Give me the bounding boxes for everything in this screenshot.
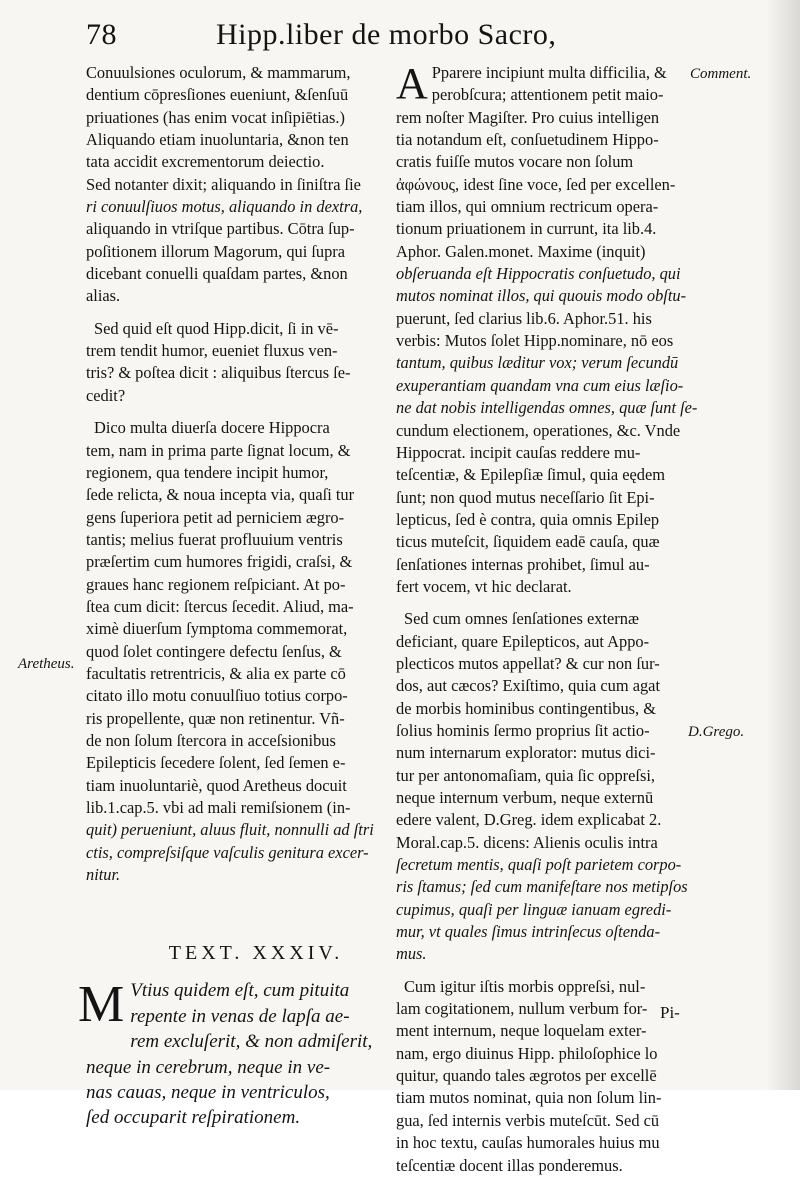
text-line: mur, vt quales ſimus intrinſecus oſtenda- [396,922,661,942]
text-line: cupimus, quaſi per linguæ ianuam egredi- [396,899,672,919]
verse-line: neque in cerebrum, neque in ve- [86,1056,331,1078]
text-line: tris? & poſtea dicit : aliquibus ſtercus ſe- [86,363,351,383]
text-line: tata accidit excrementorum deiectio. [86,152,325,172]
text-line: teſcentiæ, & Epilepſiæ ſimul, quia eędem [396,465,666,485]
text-line: de non ſolum ſtercora in acceſsionibus [86,730,336,750]
text-line: deficiant, quare Epilepticos, aut Appo- [396,631,650,651]
text-line: num internarum explorator: mutus dici- [396,743,656,763]
text-line: priuationes (has enim vocat inſipiētias.) [86,107,345,127]
text-line: de morbis hominibus contingentibus, & [396,698,656,718]
text-line: obſeruanda eſt Hippocratis conſuetudo, qui [396,264,681,284]
text-line: cratis fuiſſe mutos vocare non ſolum [396,152,634,172]
text-line: dos, aut cæcos? Exiſtimo, quia cum agat [396,676,661,696]
text-line: Aliquando etiam inuoluntaria, &non ten [86,130,349,150]
text-line: puerunt, ſed clarius lib.6. Aphor.51. his [396,308,652,328]
text-line: aliquando in vtriſque partibus. Cōtra ſup- [86,219,355,239]
left-paragraph-1 [86,62,382,308]
verse-line: ſed occuparit reſpirationem. [86,1107,301,1129]
text-line: nitur. [86,865,121,885]
verse-line: Vtius quidem eſt, cum pituita [130,980,350,1002]
right-paragraph-2 [396,608,686,966]
text-line: ſtea cum dicit: ſtercus ſecedit. Aliud, ma- [86,596,354,616]
text-line: ctis, compreſsiſque vaſculis genitura excer- [86,842,369,862]
text-line: ment internum, neque loquelam exter- [396,1021,647,1041]
text-line: gens ſuperiora petit ad perniciem ægro- [86,507,345,527]
right-column [396,59,698,1177]
text-line: tur per antonomaſiam, quia ſic oppreſsi, [396,765,655,785]
text-line: teſcentiæ docent illas ponderemus. [396,1155,623,1175]
text-line: tiam illos, qui omnium rectricum opera- [396,197,659,217]
text-line: rem noſter Magiſter. Pro cuius intelligen [396,107,660,127]
text-line: mus. [396,944,427,964]
text-line: graues hanc regionem reſpiciant. At po- [86,574,346,594]
text-line: ximè diuerſum ſymptoma commemorat, [86,619,348,639]
text-line: Sed notanter dixit; aliquando in ſiniſtra ſie [86,174,361,194]
margin-note-comment: Comment. [690,66,752,82]
left-column [78,62,382,1131]
text-line: lepticus, ſed è contra, quia omnis Epilep [396,509,660,529]
text-line: Dico multa diuerſa docere Hippocra [94,418,330,438]
text-line: quit) perueniunt, aluus fluit, nonnulli ad ſtri [86,820,374,840]
text-line: tiam mutos nominat, quia non ſolum lin- [396,1088,662,1108]
text-line: fert vocem, vt hic declarat. [396,576,572,596]
section-gap [86,886,382,938]
text-line: tiam inuoluntariè, quod Aretheus docuit [86,775,347,795]
paragraph-gap [86,407,382,417]
left-paragraph-2 [86,318,382,407]
text-line: ſecretum mentis, quaſi poſt parietem corpo- [396,855,682,875]
text-line: plecticos mutos appellat? & cur non ſur- [396,653,660,673]
text-line: ris propellente, quæ non retinentur. Vñ- [86,708,345,728]
text-line: trem tendit humor, eueniet fluxus ven- [86,341,338,361]
text-line: præſertim cum humores frigidi, craſsi, & [86,552,353,572]
text-line: ri conuulſiuos motus, aliquando in dextra, [86,197,363,217]
dropcap: A [396,59,428,108]
text-line: quitur, quando tales ægrotos per excellē [396,1066,657,1086]
catchword: Pi- [660,1003,680,1022]
right-paragraph-3 [396,976,686,1177]
page-header [86,10,706,60]
text-line: tantum, quibus læditur vox; verum ſecundū [396,353,679,373]
text-line: lam cogitationem, nullum verbum for- [396,999,648,1019]
text-line: in hoc textu, cauſas humorales huius mu [396,1133,660,1153]
verse-line: rem excluſerit, & non admiſerit, [130,1031,373,1053]
text-line: lib.1.cap.5. vbi ad mali remiſsionem (in- [86,798,351,817]
text-line: Pparere incipiunt multa difficilia, & [431,63,667,82]
text-line: tionum priuationem in currunt, ita lib.4. [396,219,657,239]
text-line: edere valent, D.Greg. idem explicabat 2. [396,810,662,830]
verse-dropcap: M [78,976,125,1034]
text-line: Conuulsiones oculorum, & mammarum, [86,63,351,82]
text-line: perobſcura; attentionem petit maio- [431,85,664,105]
text-line: ſede relicta, & noua incepta via, quaſi tur [86,485,355,505]
running-title: Hipp.liber de morbo Sacro, [216,18,557,51]
verse-line: repente in venas de lapſa ae- [130,1005,350,1027]
verse-block [78,976,382,1130]
text-line: facultatis retrentricis, & alia ex parte cō [86,663,346,683]
page-number: 78 [86,18,117,51]
paragraph-gap [396,966,686,976]
text-line: tem, nam in prima parte ſignat locum, & [86,440,351,460]
text-line: tia notandum eſt, conſuetudinem Hippo- [396,130,659,150]
margin-note-d-grego: D.Grego. [688,724,745,740]
margin-note-aretheus: Aretheus. [18,656,75,672]
text-line: mutos nominat illos, qui quouis modo obſtu- [396,286,687,306]
binding-shadow [766,0,800,1090]
text-line: quod ſolet contingere defectu ſenſus, & [86,641,342,661]
text-line: ſunt; non quod mutus neceſſario ſit Epi- [396,487,655,507]
text-line: Sed cum omnes ſenſationes externæ [404,609,639,629]
text-line: Sed quid eſt quod Hipp.dicit, ſi in vē- [94,318,339,338]
paragraph-gap [396,598,686,608]
right-paragraph-1 [396,59,698,598]
text-line: nam, ergo diuinus Hipp. philoſophice lo [396,1043,658,1063]
text-line: citato illo motu conuulſiuo totius corpo- [86,686,348,706]
text-line: ris ſtamus; ſed cum manifeſtare nos metipſos [396,877,688,897]
text-line: dicebant conuelli quaſdam partes, &non [86,264,348,284]
text-line: ſenſationes internas prohibet, ſimul au- [396,554,650,574]
text-line: Moral.cap.5. dicens: Alienis oculis intra [396,832,658,852]
text-line: dentium cōpresſiones eueniunt, &ſenſuū [86,85,349,105]
verse-line: nas cauas, neque in ventriculos, [86,1081,330,1103]
text-line: ticus muteſcit, ſiquidem eadē cauſa, quæ [396,532,660,552]
text-line: ſolius hominis ſermo proprius ſit actio- [396,720,650,740]
text-line: exuperantiam quandam vna cum eius læſio- [396,375,684,395]
text-line: ne dat nobis intelligendas omnes, quæ ſunt ſe- [396,398,698,418]
left-paragraph-3 [86,417,382,886]
text-heading: TEXT. XXXIV. [168,942,344,965]
paragraph-gap [86,308,382,318]
text-line: gua, ſed internis verbis muteſcūt. Sed cū [396,1110,660,1130]
text-line: ἀφώνους, idest ſine voce, ſed per excellen- [396,174,676,194]
text-line: Cum igitur iſtis morbis oppreſsi, nul- [404,976,646,996]
text-line: verbis: Mutos ſolet Hipp.nominare, nō eos [396,331,674,351]
text-line: neque internum verbum, neque externū [396,788,654,807]
text-line: Epilepticis ſecedere ſolent, ſed ſemen e- [86,753,346,773]
text-line: cundum electionem, operationes, &c. Vnde [396,420,681,440]
text-line: Aphor. Galen.monet. Maxime (inquit) [396,241,646,261]
text-line: regionem, qua tendere incipit humor, [86,462,329,482]
text-line: cedit? [86,385,126,405]
text-line: alias. [86,286,121,306]
text-line: tantis; melius fuerat profluuium ventris [86,529,343,549]
text-line: poſitionem illorum Magorum, qui ſupra [86,241,346,261]
text-line: Hippocrat. incipit cauſas reddere mu- [396,442,641,462]
